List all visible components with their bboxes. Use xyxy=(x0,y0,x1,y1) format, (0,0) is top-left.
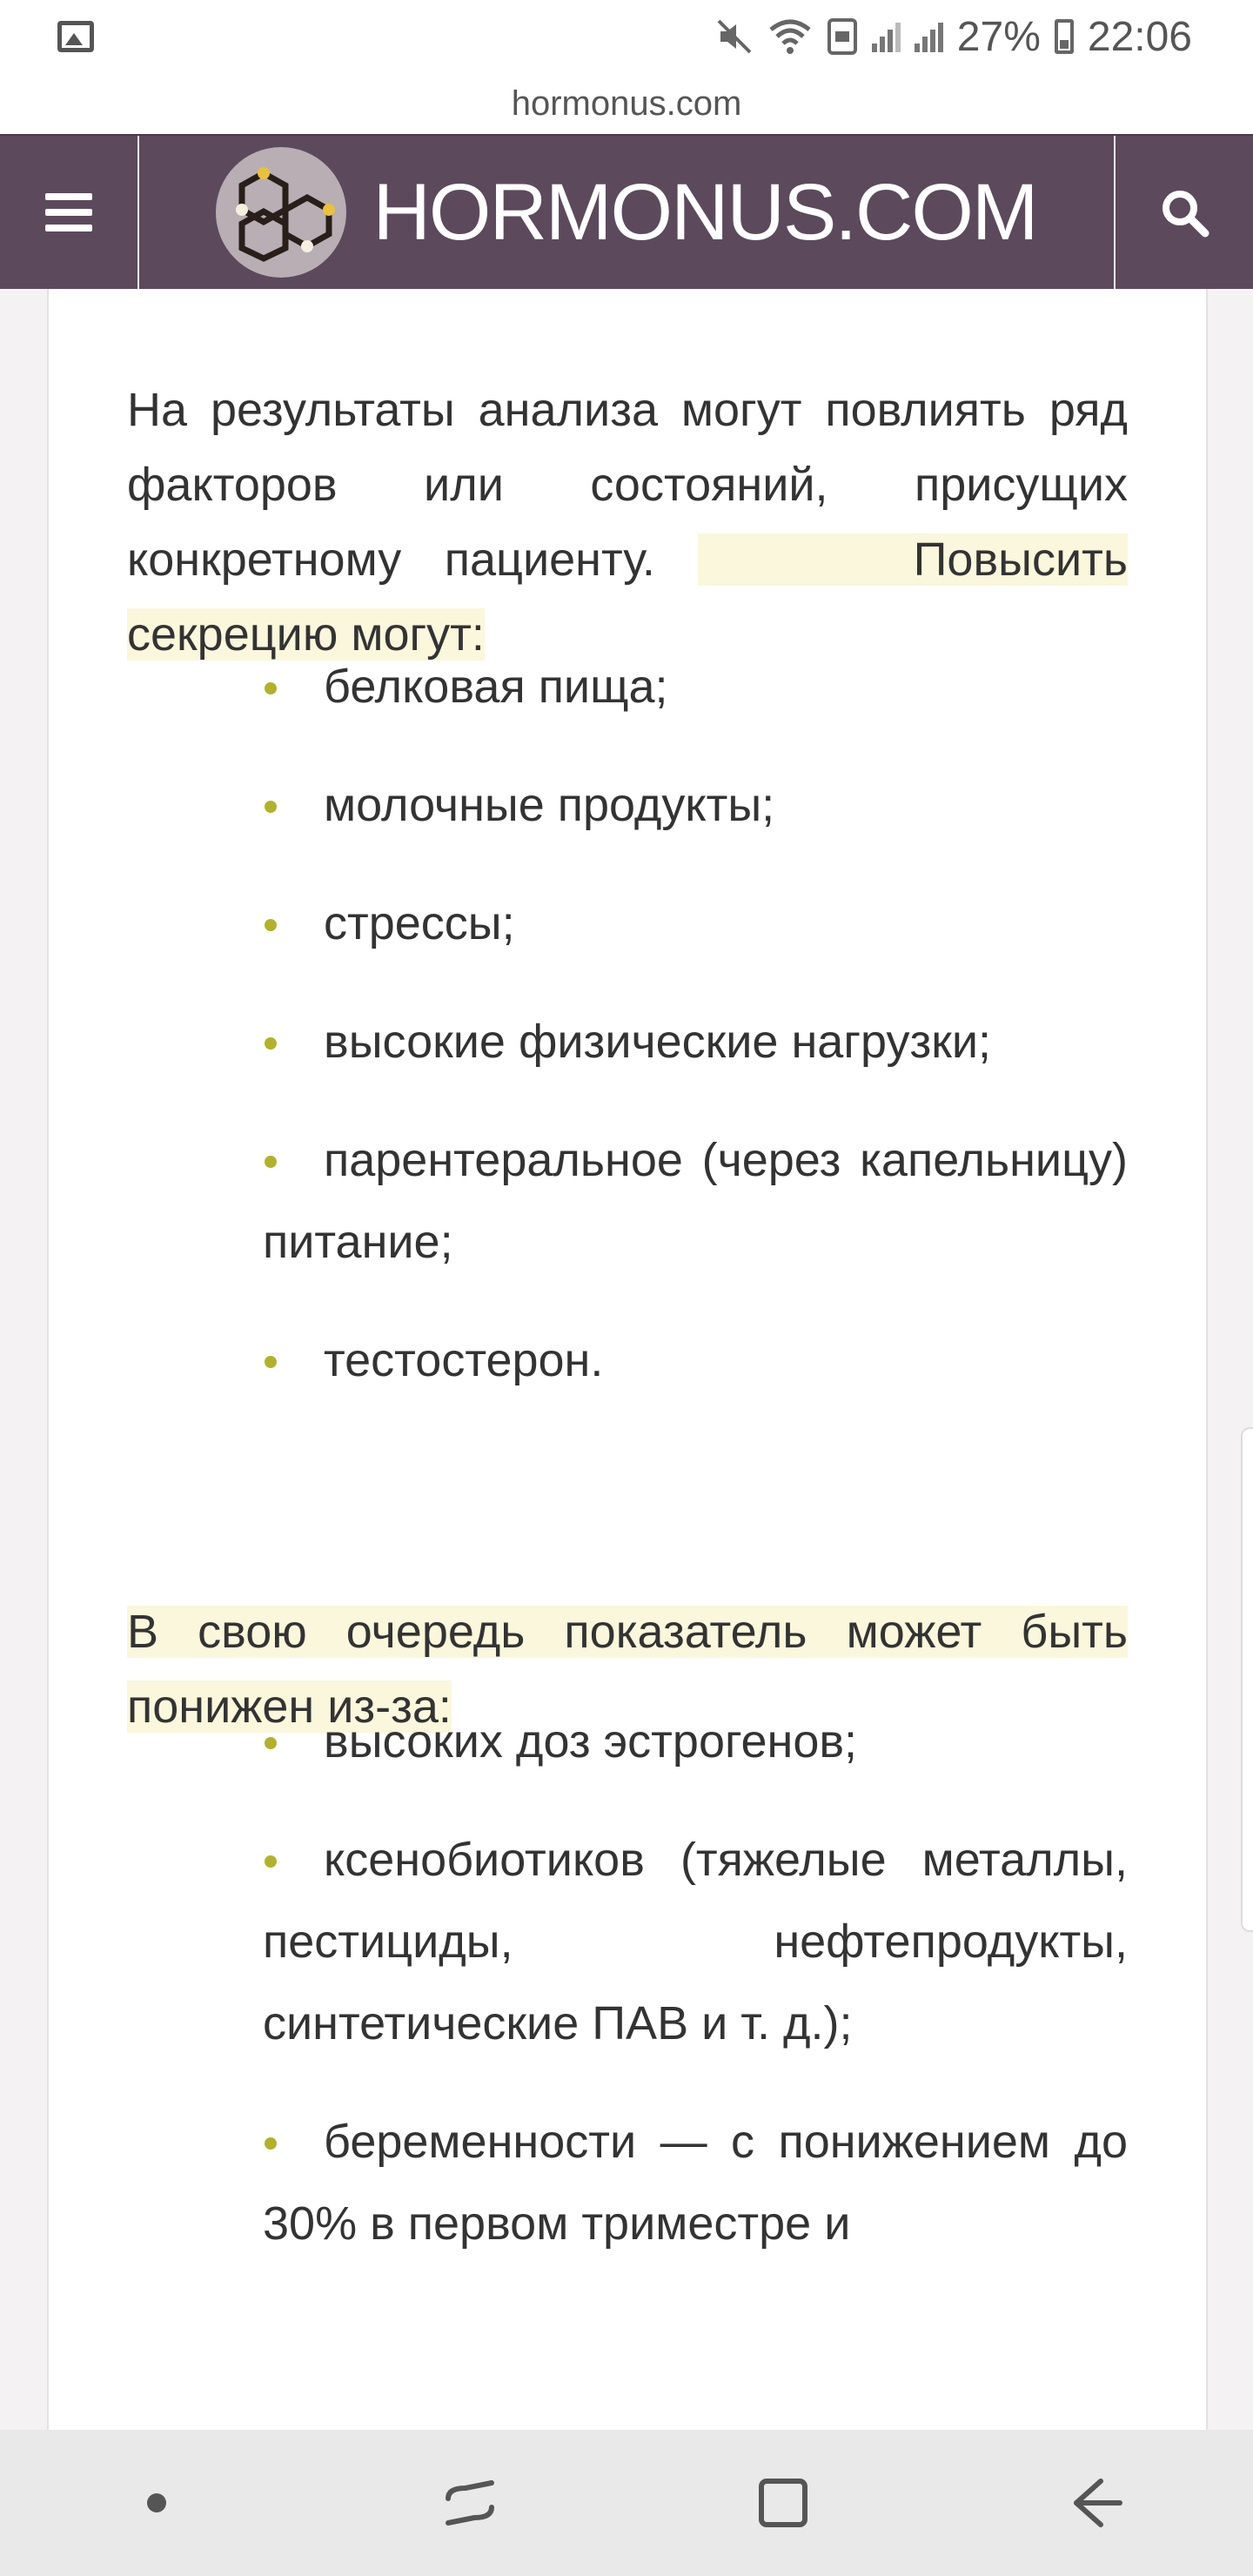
bullet-icon xyxy=(265,1156,277,1168)
highlight-text: В свою очередь показатель может быть понижен из-за: xyxy=(127,1606,1128,1733)
home-icon xyxy=(753,2472,814,2533)
recents-button[interactable] xyxy=(418,2451,522,2555)
list-item: парентеральное (через капельницу) питание; xyxy=(263,1134,1128,1268)
menu-button[interactable] xyxy=(0,136,139,289)
article-body xyxy=(47,289,1208,2430)
signal-icon-2 xyxy=(915,21,943,52)
increase-factors-list xyxy=(263,646,1128,1401)
battery-percent: 27% xyxy=(956,13,1041,60)
paragraph-text: На результаты анализа могут повлиять ряд факторов или состояний, присущих конкретному пациенту. xyxy=(127,384,1128,586)
bullet-icon xyxy=(265,2137,277,2150)
home-button[interactable] xyxy=(731,2451,835,2555)
gallery-notification-icon xyxy=(57,21,94,52)
search-icon xyxy=(1158,186,1210,238)
list-item: тестостерон. xyxy=(263,1319,1128,1401)
status-indicators xyxy=(715,13,1192,61)
wifi-icon xyxy=(767,17,813,56)
battery-icon xyxy=(1055,19,1074,54)
molecule-logo-icon xyxy=(216,147,346,278)
list-item: белковая пища; xyxy=(263,646,1128,728)
list-item: ксенобиотиков (тяжелые металлы, пестициды, нефтепродукты, синтетические ПАВ и т. д.); xyxy=(263,1834,1128,2049)
recents-icon xyxy=(439,2472,500,2533)
search-button[interactable] xyxy=(1114,136,1253,289)
bullet-icon xyxy=(265,1855,277,1868)
site-logo[interactable] xyxy=(139,136,1114,289)
scroll-handle[interactable] xyxy=(1241,1427,1253,1932)
bullet-icon xyxy=(265,1737,277,1749)
hamburger-icon xyxy=(45,193,92,231)
url-bar[interactable]: hormonus.com xyxy=(0,73,1253,134)
logo-text: HORMONUS.COM xyxy=(372,167,1037,257)
list-item: высоких доз эстрогенов; xyxy=(263,1701,1128,1782)
list-item: беременности — с понижением до 30% в первом триместре и xyxy=(263,2116,1128,2250)
list-item: молочные продукты; xyxy=(263,764,1128,846)
list-item: стрессы; xyxy=(263,882,1128,964)
status-bar xyxy=(0,0,1253,73)
bullet-icon xyxy=(265,801,277,813)
dot-icon xyxy=(144,2490,170,2516)
hd-icon xyxy=(827,17,858,56)
nav-dot[interactable] xyxy=(104,2451,209,2555)
bullet-icon xyxy=(265,682,277,694)
highlight-text: Повысить секрецию могут: xyxy=(127,533,1128,661)
paragraph-factors xyxy=(127,372,1128,672)
mute-icon xyxy=(715,17,754,56)
site-header xyxy=(0,134,1253,289)
navigation-bar xyxy=(0,2430,1253,2576)
list-item: высокие физические нагрузки; xyxy=(263,1001,1128,1083)
bullet-icon xyxy=(265,1037,277,1050)
back-button[interactable] xyxy=(1044,2451,1149,2555)
signal-icon-1 xyxy=(872,21,901,52)
bullet-icon xyxy=(265,919,277,931)
bullet-icon xyxy=(265,1356,277,1368)
decrease-factors-list xyxy=(263,1701,1128,2264)
back-icon xyxy=(1066,2472,1127,2533)
clock: 22:06 xyxy=(1087,13,1192,60)
